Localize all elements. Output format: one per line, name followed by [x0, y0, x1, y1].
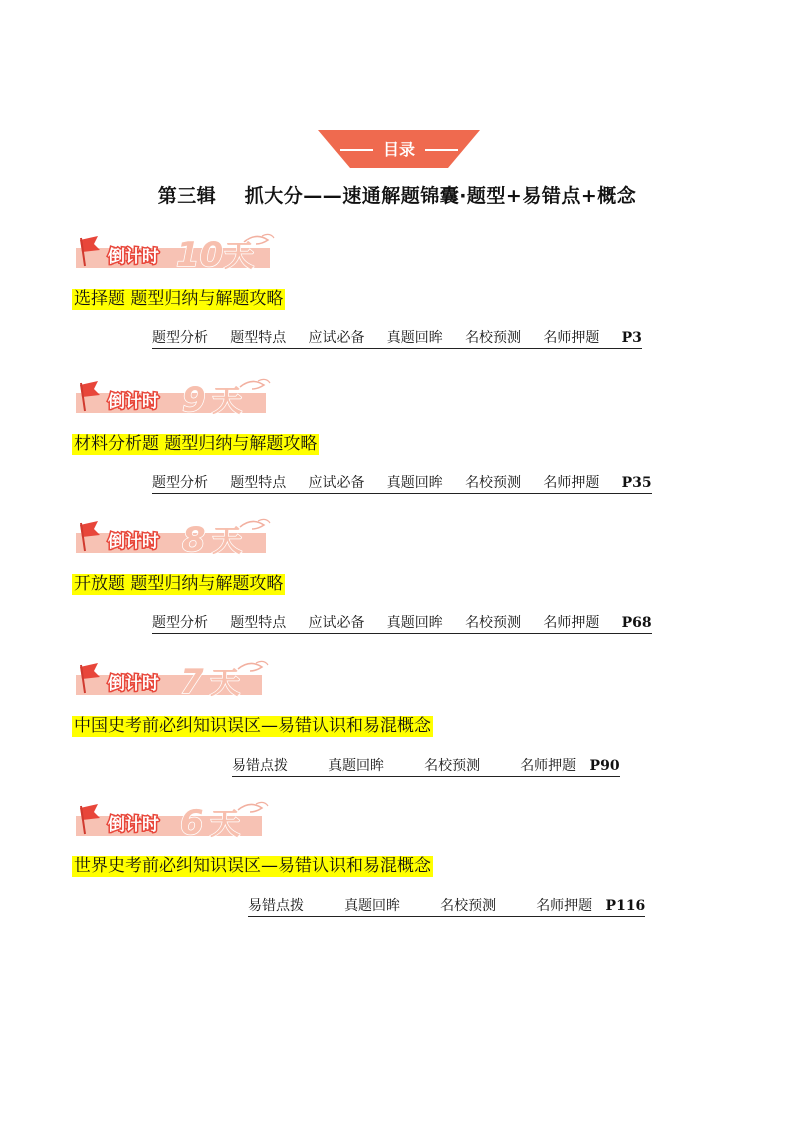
sub-item[interactable]: 易错点拨	[248, 898, 304, 914]
sub-item[interactable]: 真题回眸	[386, 615, 443, 631]
sub-items-row[interactable]	[152, 474, 652, 494]
countdown-prefix: 倒计时	[108, 532, 159, 552]
sub-item[interactable]: 名师押题	[543, 330, 600, 346]
sub-item[interactable]: 真题回眸	[386, 475, 443, 491]
section-heading: 材料分析题 题型归纳与解题攻略	[74, 434, 318, 454]
section-heading: 世界史考前必纠知识误区—易错认识和易混概念	[74, 856, 431, 876]
countdown-unit: 天	[210, 807, 240, 838]
countdown-number: 7	[180, 662, 204, 697]
countdown-unit: 天	[212, 524, 242, 555]
countdown-number: 10	[176, 235, 224, 270]
sub-item[interactable]: 应试必备	[308, 615, 365, 631]
countdown-number: 9	[182, 380, 206, 415]
sub-item[interactable]: 名校预测	[465, 475, 522, 491]
countdown-prefix: 倒计时	[108, 674, 159, 694]
sub-item[interactable]: 名校预测	[424, 758, 481, 774]
sub-item[interactable]: 题型特点	[230, 475, 287, 491]
sub-item[interactable]: 真题回眸	[344, 898, 401, 914]
countdown-unit: 天	[212, 384, 242, 415]
sub-item[interactable]: 题型分析	[152, 615, 208, 631]
countdown-prefix: 倒计时	[108, 815, 159, 835]
sub-item[interactable]: 题型特点	[230, 615, 287, 631]
sub-item[interactable]: 名校预测	[465, 615, 522, 631]
toc-badge	[318, 130, 480, 168]
sub-item[interactable]: 名师押题	[520, 758, 577, 774]
sub-item[interactable]: 题型特点	[230, 330, 287, 346]
page-number[interactable]: P90	[589, 758, 620, 774]
countdown-prefix: 倒计时	[108, 247, 159, 267]
countdown-banner	[74, 513, 284, 555]
sub-item[interactable]: 真题回眸	[386, 330, 443, 346]
countdown-banner	[74, 655, 284, 697]
badge-label: 目录	[382, 140, 416, 159]
countdown-number: 6	[180, 803, 204, 838]
sub-item[interactable]: 题型分析	[152, 475, 208, 491]
sub-item[interactable]: 名师押题	[543, 615, 600, 631]
page-number[interactable]: P35	[621, 475, 652, 491]
sub-item[interactable]: 题型分析	[152, 330, 208, 346]
countdown-banner	[74, 228, 284, 270]
sub-item[interactable]: 应试必备	[308, 330, 365, 346]
sub-item[interactable]: 名校预测	[440, 898, 497, 914]
sub-item[interactable]: 真题回眸	[328, 758, 385, 774]
page-title: 第三辑 抓大分——速通解题锦囊·题型+易错点+概念	[157, 185, 637, 207]
sub-item[interactable]: 应试必备	[308, 475, 365, 491]
page-number[interactable]: P68	[621, 615, 652, 631]
page-number[interactable]: P116	[605, 898, 646, 914]
page-number[interactable]: P3	[621, 330, 642, 346]
sub-items-row[interactable]	[248, 897, 645, 917]
countdown-unit: 天	[224, 239, 254, 270]
countdown-banner	[74, 796, 284, 838]
sub-item[interactable]: 名校预测	[465, 330, 522, 346]
countdown-unit: 天	[210, 666, 240, 697]
sub-items-row[interactable]	[152, 329, 642, 349]
countdown-prefix: 倒计时	[108, 392, 159, 412]
countdown-number: 8	[182, 520, 206, 555]
sub-item[interactable]: 名师押题	[543, 475, 600, 491]
sub-item[interactable]: 易错点拨	[232, 758, 288, 774]
section-heading: 选择题 题型归纳与解题攻略	[74, 289, 284, 309]
countdown-banner	[74, 373, 284, 415]
section-heading: 开放题 题型归纳与解题攻略	[74, 574, 284, 594]
section-heading: 中国史考前必纠知识误区—易错认识和易混概念	[74, 716, 431, 736]
sub-items-row[interactable]	[232, 757, 620, 777]
sub-items-row[interactable]	[152, 614, 652, 634]
sub-item[interactable]: 名师押题	[536, 898, 593, 914]
